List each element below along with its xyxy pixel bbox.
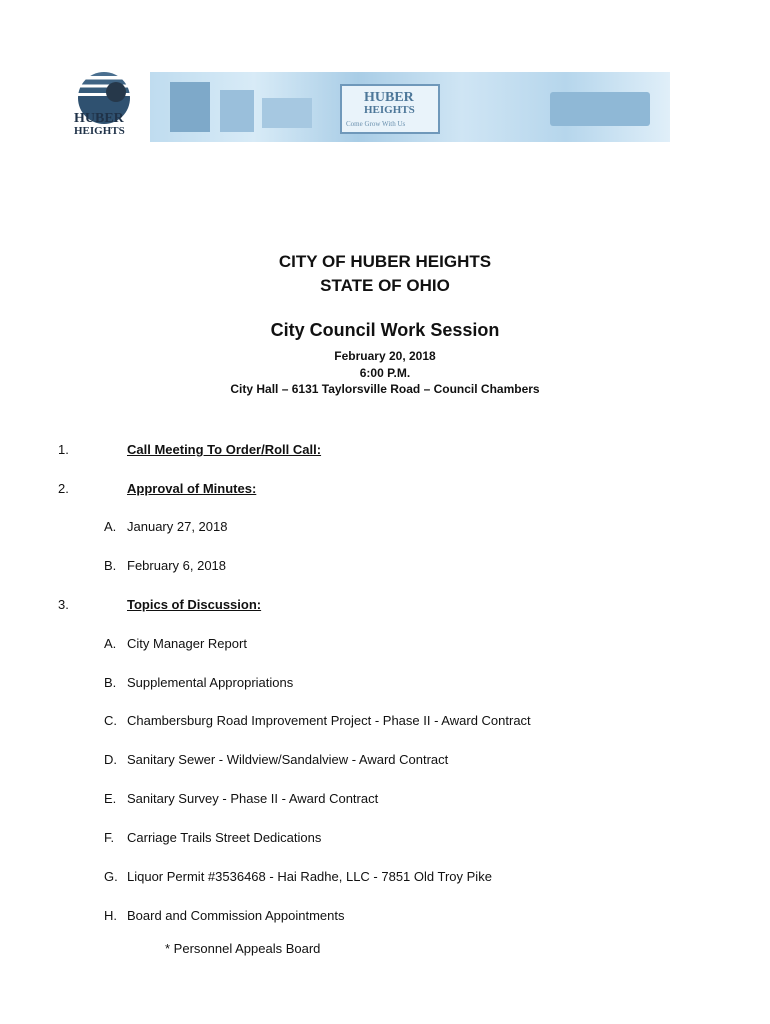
sign-tagline: Come Grow With Us	[346, 120, 406, 128]
sub-item-text: Carriage Trails Street Dedications	[127, 830, 322, 845]
sub-item-text: Board and Commission Appointments	[127, 908, 345, 923]
session-title: City Council Work Session	[270, 320, 500, 340]
sub-item-letter: F.	[104, 830, 115, 845]
sub-item-text: Sanitary Sewer - Wildview/Sandalview - Award Contract	[127, 752, 449, 767]
huber-heights-logo	[74, 72, 136, 140]
item-number: 3.	[58, 597, 69, 612]
banner-house	[262, 98, 312, 128]
sub-item-text: Supplemental Appropriations	[127, 675, 294, 690]
sub-item-letter: E.	[104, 791, 117, 806]
banner-house	[220, 90, 254, 132]
meeting-time: 6:00 P.M.	[359, 366, 411, 380]
meeting-location: City Hall – 6131 Taylorsville Road – Council Chambers	[230, 382, 540, 396]
state-title: STATE OF OHIO	[320, 276, 450, 295]
sub-item-letter: A.	[104, 636, 117, 651]
item-number: 1.	[58, 442, 69, 457]
banner-house	[170, 82, 210, 132]
meeting-date: February 20, 2018	[334, 349, 436, 363]
tree-icon	[106, 82, 126, 102]
logo-line1: HUBER	[74, 111, 124, 126]
sub-item-letter: B.	[104, 675, 117, 690]
banner-bus	[550, 92, 650, 126]
sub-item-letter: C.	[104, 713, 117, 728]
item-number: 2.	[58, 481, 69, 496]
sub-item-text: January 27, 2018	[127, 519, 228, 534]
sub-item-text: City Manager Report	[127, 636, 247, 651]
sub-item-text: Liquor Permit #3536468 - Hai Radhe, LLC - 7851 Old Troy Pike	[127, 869, 492, 884]
logo-text	[74, 112, 136, 138]
header-banner-photo	[150, 72, 670, 142]
item-heading: Topics of Discussion:	[127, 597, 262, 612]
banner-sign	[340, 84, 440, 134]
bullet-item: * Personnel Appeals Board	[165, 941, 321, 956]
sub-item-text: Chambersburg Road Improvement Project - Phase II - Award Contract	[127, 713, 531, 728]
item-heading: Approval of Minutes:	[127, 481, 257, 496]
sub-item-letter: D.	[104, 752, 117, 767]
city-title: CITY OF HUBER HEIGHTS	[278, 252, 492, 271]
logo-line2: HEIGHTS	[74, 125, 125, 137]
sub-item-letter: B.	[104, 558, 117, 573]
sub-item-letter: H.	[104, 908, 117, 923]
sub-item-text: Sanitary Survey - Phase II - Award Contract	[127, 791, 379, 806]
sign-line1: HUBER	[364, 90, 414, 105]
sub-item-text: February 6, 2018	[127, 558, 227, 573]
sign-line2: HEIGHTS	[364, 104, 415, 116]
sub-item-letter: G.	[104, 869, 118, 884]
sub-item-letter: A.	[104, 519, 117, 534]
item-heading: Call Meeting To Order/Roll Call:	[127, 442, 322, 457]
